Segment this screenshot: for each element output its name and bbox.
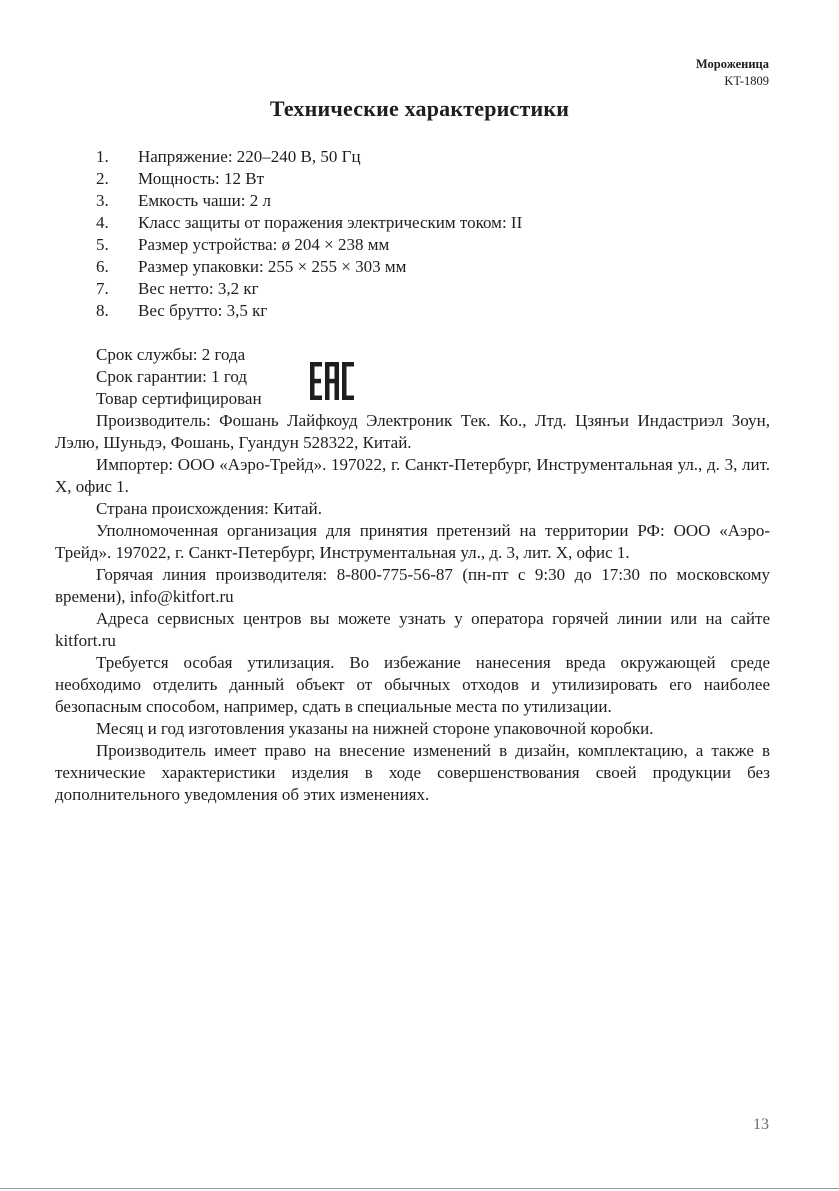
spec-number: 4.	[96, 213, 109, 232]
spec-item	[96, 212, 522, 234]
spec-text: Размер устройства: ø 204 × 238 мм	[138, 235, 390, 254]
spec-item	[96, 256, 522, 278]
spec-number: 7.	[96, 279, 109, 298]
authorized-organization-paragraph: Уполномоченная организация для принятия претензий на территории РФ: ООО «Аэро-Трейд». 197022, г. Санкт-Петербург, Инструментальная ул., д. 3, лит. Х, офис 1.	[55, 521, 770, 562]
spec-item	[96, 234, 522, 256]
spec-item	[96, 146, 522, 168]
spec-number: 3.	[96, 191, 109, 210]
bottom-divider	[0, 1188, 839, 1189]
page-number: 13	[753, 1116, 769, 1133]
spec-item	[96, 278, 522, 300]
spec-text: Размер упаковки: 255 × 255 × 303 мм	[138, 257, 407, 276]
certified-line: Товар сертифицирован	[96, 389, 262, 408]
spec-item	[96, 190, 522, 212]
spec-text: Напряжение: 220–240 В, 50 Гц	[138, 147, 361, 166]
service-centers-paragraph: Адреса сервисных центров вы можете узнать у оператора горячей линии или на сайте kitfort.ru	[55, 609, 770, 650]
header-product-name: Мороженица	[695, 57, 769, 71]
spec-text: Вес брутто: 3,5 кг	[138, 301, 268, 320]
page-title: Технические характеристики	[269, 96, 570, 121]
spec-number: 5.	[96, 235, 109, 254]
hotline-paragraph: Горячая линия производителя: 8-800-775-56-87 (пн-пт с 9:30 до 17:30 по московскому времени), info@kitfort.ru	[55, 565, 770, 606]
spec-list	[96, 146, 522, 322]
spec-text: Вес нетто: 3,2 кг	[138, 279, 259, 298]
spec-text: Мощность: 12 Вт	[138, 169, 265, 188]
spec-number: 1.	[96, 147, 109, 166]
origin-paragraph: Страна происхождения: Китай.	[96, 499, 323, 518]
manufacturer-paragraph: Производитель: Фошань Лайфкоуд Электроник Тек. Ко., Лтд. Цзянъи Индастриэл Зоун, Лэлю, Шуньдэ, Фошань, Гуандун 528322, Китай.	[55, 411, 770, 452]
spec-item	[96, 300, 522, 322]
page-header	[696, 56, 769, 90]
disposal-paragraph: Требуется особая утилизация. Во избежание нанесения вреда окружающей среде необходимо отделить данный объект от обычных отходов и утилизировать его наиболее безопасным способом, например, сдать в специальные места по утилизации.	[55, 653, 770, 716]
spec-text: Класс защиты от поражения электрическим током: II	[138, 213, 523, 232]
spec-text: Емкость чаши: 2 л	[138, 191, 271, 210]
spec-number: 2.	[96, 169, 109, 188]
spec-number: 8.	[96, 301, 109, 320]
spec-number: 6.	[96, 257, 109, 276]
manufacturer-rights-paragraph: Производитель имеет право на внесение изменений в дизайн, комплектацию, а также в технические характеристики изделия в ходе совершенствования своей продукции без дополнительного уведомления об этих изменениях.	[55, 741, 770, 804]
service-life-line: Срок службы: 2 года	[96, 345, 246, 364]
spec-item	[96, 168, 522, 190]
header-model-number: KT-1809	[724, 74, 769, 88]
warranty-line: Срок гарантии: 1 год	[96, 367, 248, 386]
info-block	[55, 344, 770, 806]
manufacture-date-paragraph: Месяц и год изготовления указаны на нижней стороне упаковочной коробки.	[96, 719, 654, 738]
importer-paragraph: Импортер: ООО «Аэро-Трейд». 197022, г. Санкт-Петербург, Инструментальная ул., д. 3, лит. Х, офис 1.	[55, 455, 770, 496]
eac-logo	[310, 362, 354, 400]
